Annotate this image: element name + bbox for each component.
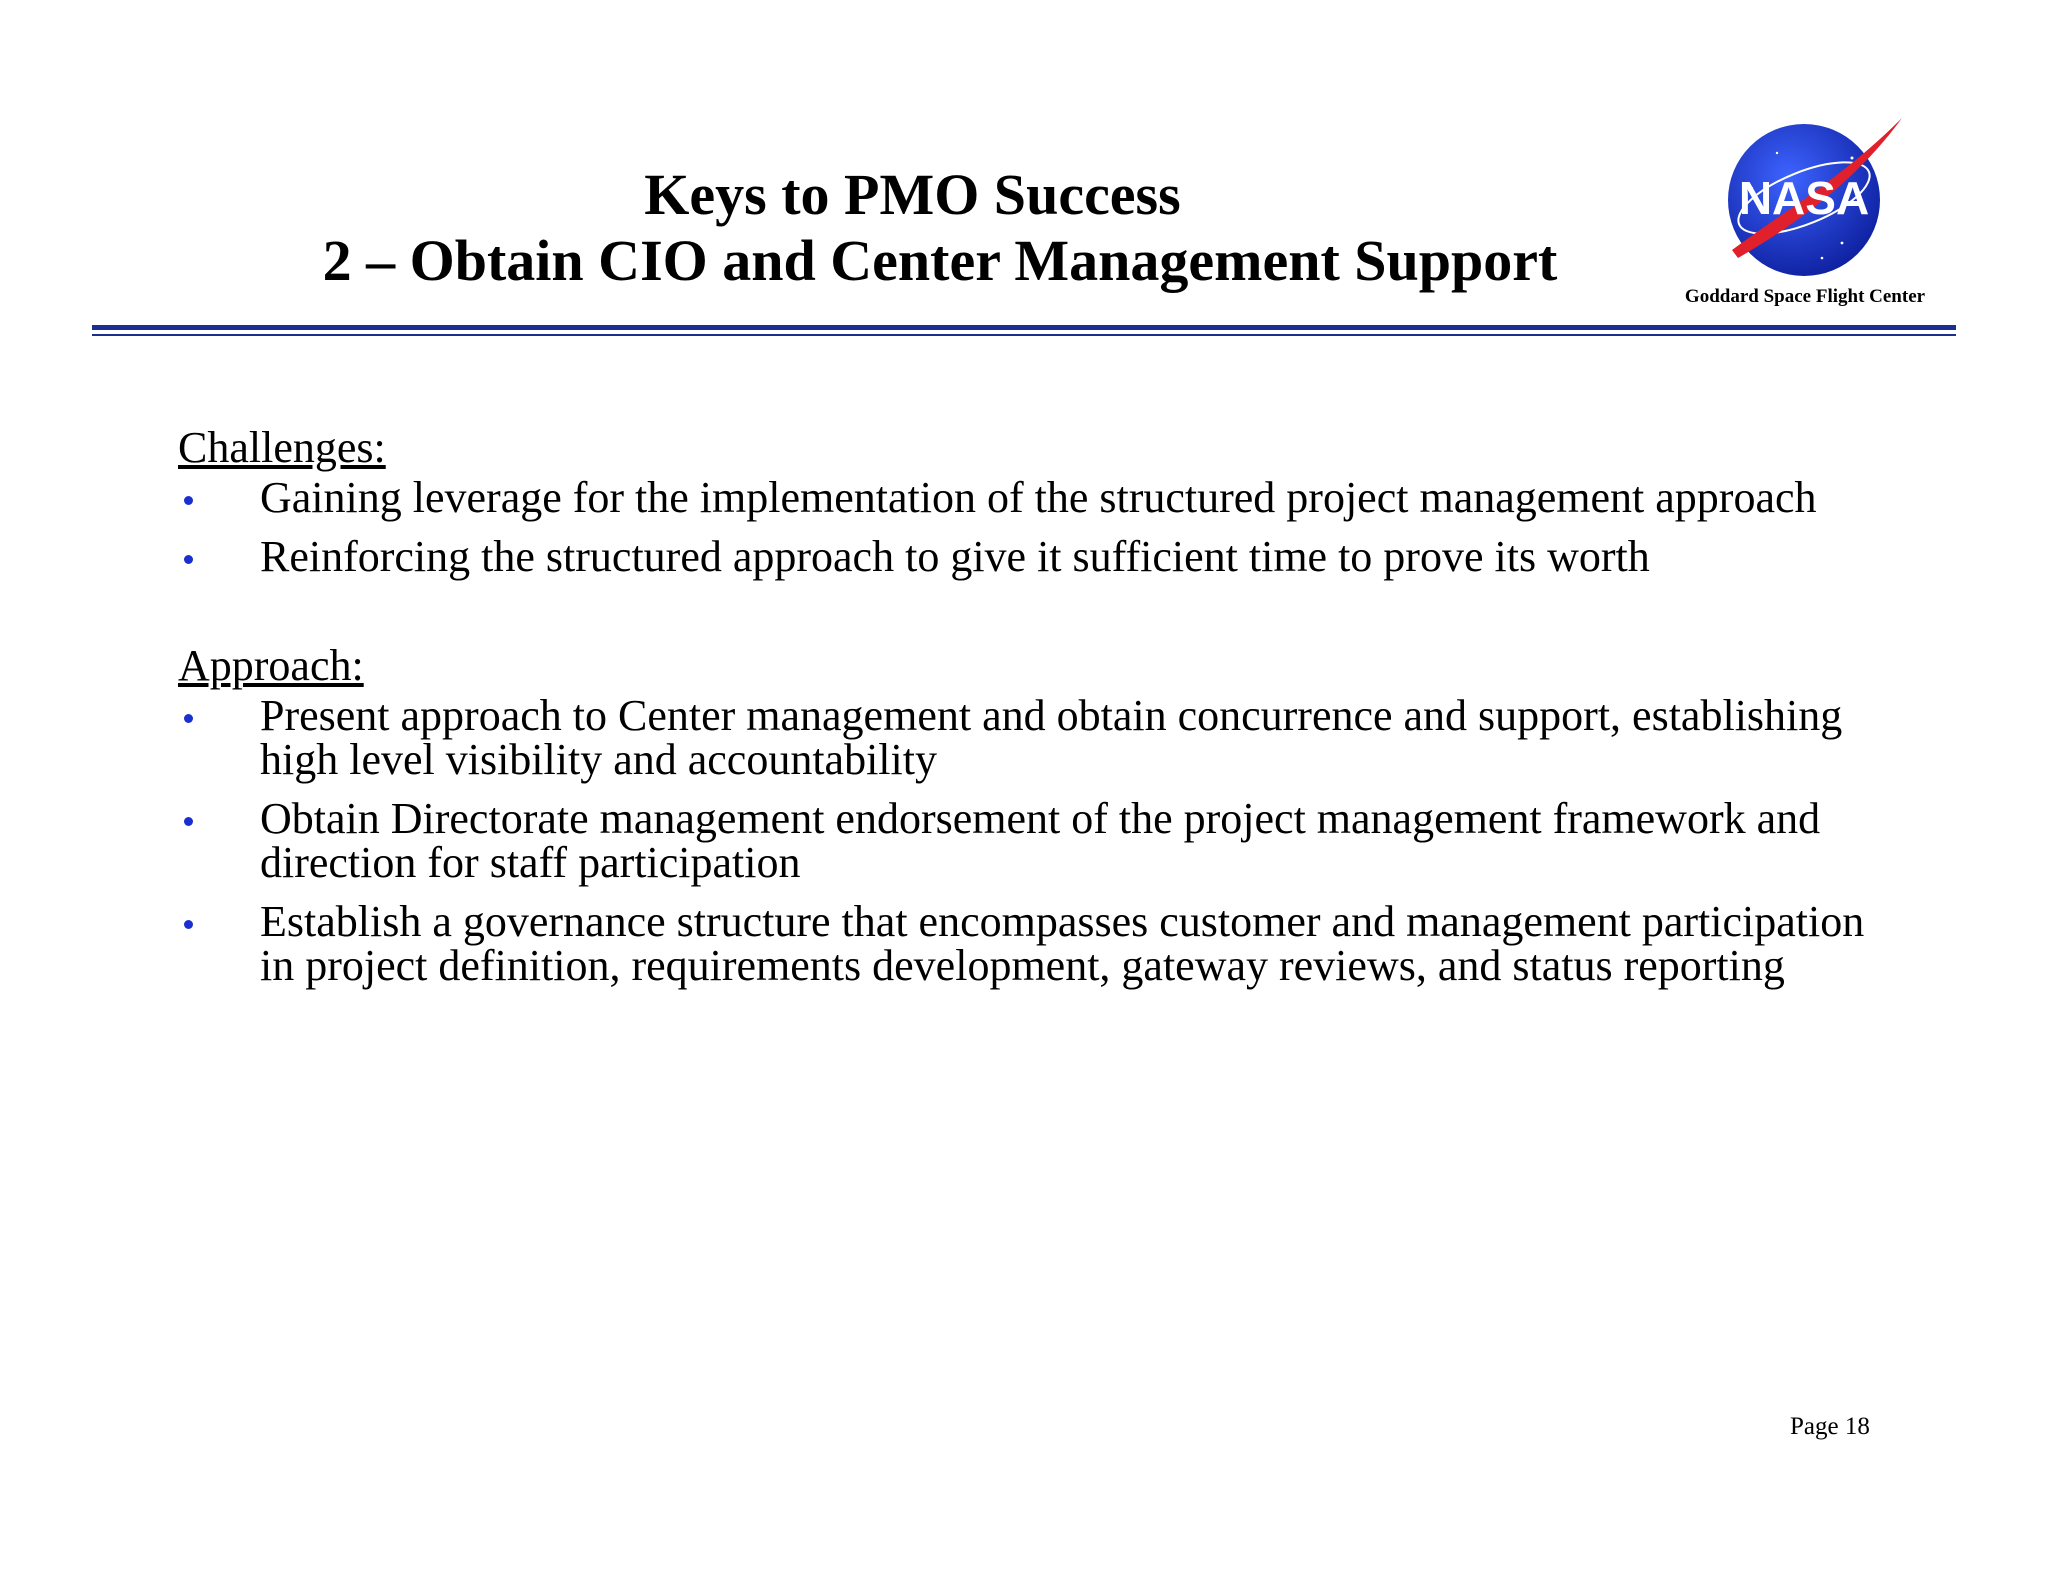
list-item	[178, 691, 1878, 784]
bullet-icon	[184, 555, 193, 564]
header-rule-thin	[92, 334, 1956, 336]
bullet-text: Obtain Directorate management endorsement of the project management framework and direction for staff participation	[260, 794, 1821, 887]
bullet-icon	[184, 920, 193, 929]
header-rule	[92, 325, 1956, 330]
page-number: Page 18	[1790, 1413, 1870, 1440]
bullet-text: Gaining leverage for the implementation of the structured project management approach	[260, 473, 1817, 522]
bullet-icon	[184, 817, 193, 826]
list-item	[178, 897, 1878, 990]
logo-text: NASA	[1738, 172, 1870, 224]
list-item	[178, 532, 1878, 581]
nasa-logo-icon	[1722, 118, 1908, 278]
slide-body	[178, 424, 1878, 1003]
bullet-text: Present approach to Center management and obtain concurrence and support, establishing high level visibility and accountability	[260, 691, 1843, 784]
approach-heading: Approach:	[178, 641, 364, 690]
challenges-heading: Challenges:	[178, 423, 386, 472]
title-line-1: Keys to PMO Success	[644, 162, 1181, 227]
title-line-2: 2 – Obtain CIO and Center Management Support	[322, 228, 1558, 293]
approach-list	[178, 691, 1878, 990]
bullet-icon	[184, 496, 193, 505]
bullet-icon	[184, 714, 193, 723]
logo-caption: Goddard Space Flight Center	[1684, 286, 1926, 307]
challenges-list	[178, 473, 1878, 581]
bullet-text: Reinforcing the structured approach to give it sufficient time to prove its worth	[260, 532, 1650, 581]
list-item	[178, 473, 1878, 522]
bullet-text: Establish a governance structure that encompasses customer and management participation in project definition, requirements development, gateway reviews, and status reporting	[260, 897, 1865, 990]
list-item	[178, 794, 1878, 887]
slide-title	[140, 162, 1740, 294]
